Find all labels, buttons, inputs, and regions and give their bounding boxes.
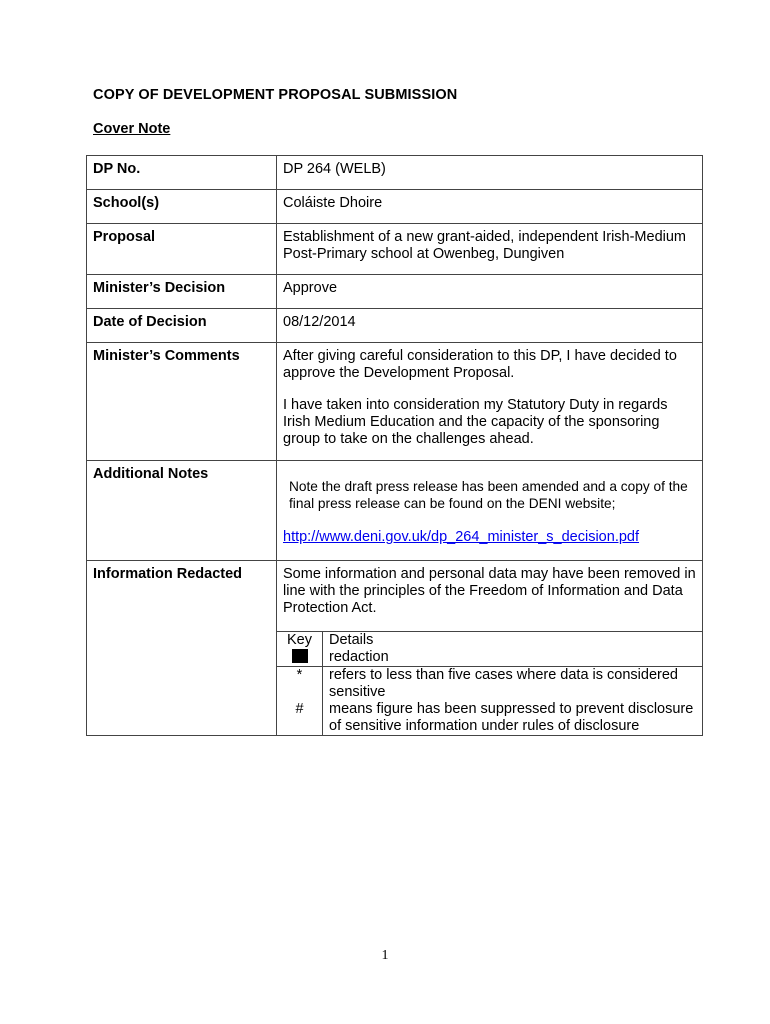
key-detail: means figure has been suppressed to prevent disclosure of sensitive information under rules of disclosure bbox=[329, 701, 694, 734]
date-label: Date of Decision bbox=[87, 309, 277, 343]
proposal-label: Proposal bbox=[87, 224, 277, 275]
redacted-text: Some information and personal data may have been removed in line with the principles of the Freedom of Information and Data Protection Act. bbox=[283, 566, 696, 616]
table-row bbox=[87, 156, 703, 190]
table-row bbox=[87, 190, 703, 224]
redaction-block-icon bbox=[292, 649, 308, 663]
comments-paragraph-2: I have taken into consideration my Statutory Duty in regards Irish Medium Education and the capacity of the sponsoring group to take on the challenges ahead. bbox=[283, 397, 668, 447]
table-row bbox=[87, 309, 703, 343]
decision-pdf-link[interactable]: http://www.deni.gov.uk/dp_264_minister_s_decision.pdf bbox=[283, 529, 640, 545]
table-row bbox=[87, 461, 703, 561]
date-value: 08/12/2014 bbox=[277, 309, 703, 343]
notes-text: Note the draft press release has been amended and a copy of the final press release can be found on the DENI website; bbox=[289, 479, 688, 511]
comments-label: Minister’s Comments bbox=[87, 343, 277, 461]
decision-value: Approve bbox=[277, 275, 703, 309]
cover-note-heading: Cover Note bbox=[93, 121, 171, 137]
document-title: COPY OF DEVELOPMENT PROPOSAL SUBMISSION bbox=[93, 87, 458, 103]
dp-no-value: DP 264 (WELB) bbox=[277, 156, 703, 190]
schools-value: Coláiste Dhoire bbox=[277, 190, 703, 224]
table-row bbox=[87, 561, 703, 736]
key-row bbox=[277, 649, 702, 667]
comments-paragraph-1: After giving careful consideration to this DP, I have decided to approve the Development Proposal. bbox=[283, 348, 677, 381]
table-row bbox=[87, 275, 703, 309]
redacted-label: Information Redacted bbox=[87, 561, 277, 736]
key-table bbox=[277, 631, 702, 735]
notes-label: Additional Notes bbox=[87, 461, 277, 561]
key-row bbox=[277, 701, 702, 735]
page-number: 1 bbox=[381, 948, 389, 963]
decision-label: Minister’s Decision bbox=[87, 275, 277, 309]
key-row bbox=[277, 667, 702, 702]
proposal-value: Establishment of a new grant-aided, independent Irish-Medium Post-Primary school at Owenbeg, Dungiven bbox=[277, 224, 703, 275]
redacted-value bbox=[277, 561, 703, 736]
comments-value bbox=[277, 343, 703, 461]
key-header-row bbox=[277, 632, 702, 650]
key-header: Key bbox=[277, 632, 323, 650]
key-detail: redaction bbox=[329, 649, 389, 665]
table-row bbox=[87, 224, 703, 275]
key-symbol: * bbox=[277, 667, 323, 702]
key-symbol bbox=[277, 649, 323, 667]
dp-no-label: DP No. bbox=[87, 156, 277, 190]
key-symbol: # bbox=[277, 701, 323, 735]
table-row bbox=[87, 343, 703, 461]
notes-value bbox=[277, 461, 703, 561]
proposal-table bbox=[86, 155, 703, 736]
details-header: Details bbox=[323, 632, 703, 650]
schools-label: School(s) bbox=[87, 190, 277, 224]
key-detail: refers to less than five cases where data is considered sensitive bbox=[323, 667, 703, 702]
